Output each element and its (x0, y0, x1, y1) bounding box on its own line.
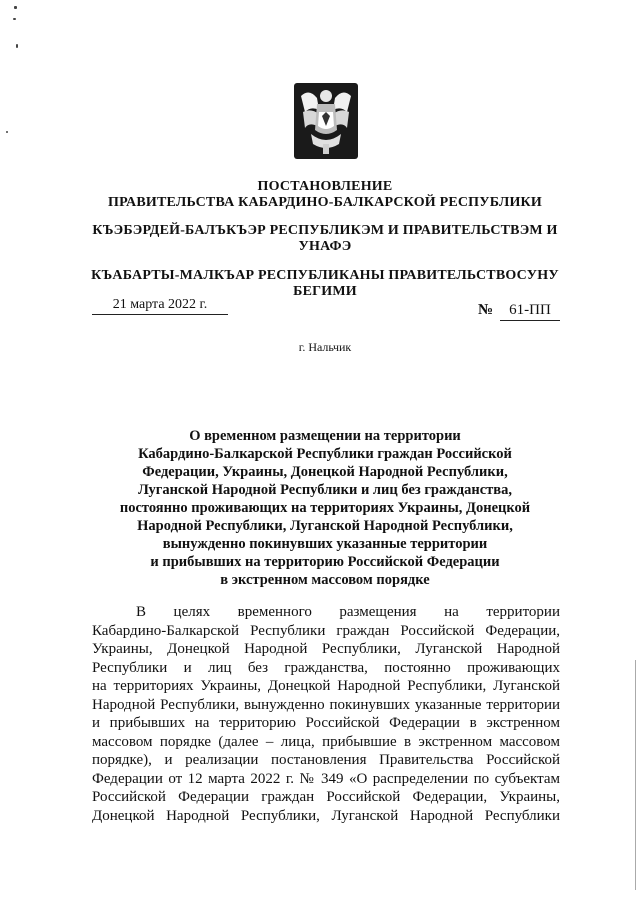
body-line: массовом порядке (далее – лица, прибывшие в экстренном массовом (92, 733, 560, 750)
scan-speck (13, 18, 16, 20)
body-line: Народной Республики, вынужденно покинувших указанные территории (92, 696, 560, 713)
government-name-balkar-line2: БЕГИМИ (293, 284, 357, 299)
government-name-russian: ПРАВИТЕЛЬСТВА КАБАРДИНО-БАЛКАРСКОЙ РЕСПУБЛИКИ (107, 195, 543, 210)
body-line: В целях временного размещения на территории (136, 604, 560, 620)
body-line: Республики и лиц без гражданства, постоянно проживающих (92, 659, 560, 676)
subject-line: Луганской Народной Республики и лиц без гражданства, (138, 482, 512, 498)
body-line: Донецкой Народной Республики, Луганской Народной Республики (92, 807, 560, 824)
subject-line: в экстренном массовом порядке (220, 572, 430, 588)
body-line: порядке), и реализации постановления Правительства Российской (92, 752, 560, 768)
document-date: 21 марта 2022 г. (92, 297, 228, 315)
subject-line: О временном размещении на территории (189, 428, 461, 444)
body-line: на территориях Украины, Донецкой Народной Республики, Луганской (92, 678, 560, 694)
subject-line: Кабардино-Балкарской Республики граждан Российской (138, 446, 512, 462)
scan-speck (6, 131, 8, 133)
document-subject (100, 427, 550, 589)
document-type-title: ПОСТАНОВЛЕНИЕ (257, 179, 393, 194)
city-name: г. Нальчик (298, 340, 352, 354)
scan-speck (14, 6, 17, 9)
document-number: 61-ПП (500, 302, 560, 321)
body-line: Украины, Донецкой Народной Республики, Луганской Народной (92, 641, 560, 657)
subject-line: и прибывших на территорию Российской Федерации (150, 554, 500, 570)
number-sign: № (478, 302, 494, 318)
subject-line: Федерации, Украины, Донецкой Народной Республики, (142, 464, 508, 480)
body-line: Федерации от 12 марта 2022 г. № 349 «О распределении по субъектам (92, 770, 560, 787)
body-line: и прибывших на территорию Российской Федерации в экстренном (92, 715, 560, 731)
body-line: Кабардино-Балкарской Республики граждан Российской Федерации, (92, 622, 560, 639)
coat-of-arms-emblem (293, 82, 359, 160)
subject-line: постоянно проживающих на территориях Украины, Донецкой (119, 500, 531, 516)
body-line: Российской Федерации граждан Российской Федерации, Украины, (92, 789, 560, 805)
scan-edge-line (635, 660, 636, 890)
body-paragraph (92, 603, 560, 825)
subject-line: Народной Республики, Луганской Народной Республики, (137, 518, 513, 534)
subject-line: вынужденно покинувших указанные территории (162, 536, 488, 552)
scan-speck (16, 44, 18, 48)
government-name-balkar-line1: КЪАБАРТЫ-МАЛКЪАР РЕСПУБЛИКАНЫ ПРАВИТЕЛЬСТВОСУНУ (91, 268, 559, 283)
government-name-kabardian-line1: КЪЭБЭРДЕЙ-БАЛЪКЪЭР РЕСПУБЛИКЭМ И ПРАВИТЕЛЬСТВЭМ И (92, 223, 558, 238)
government-name-kabardian-line2: УНАФЭ (298, 239, 352, 254)
